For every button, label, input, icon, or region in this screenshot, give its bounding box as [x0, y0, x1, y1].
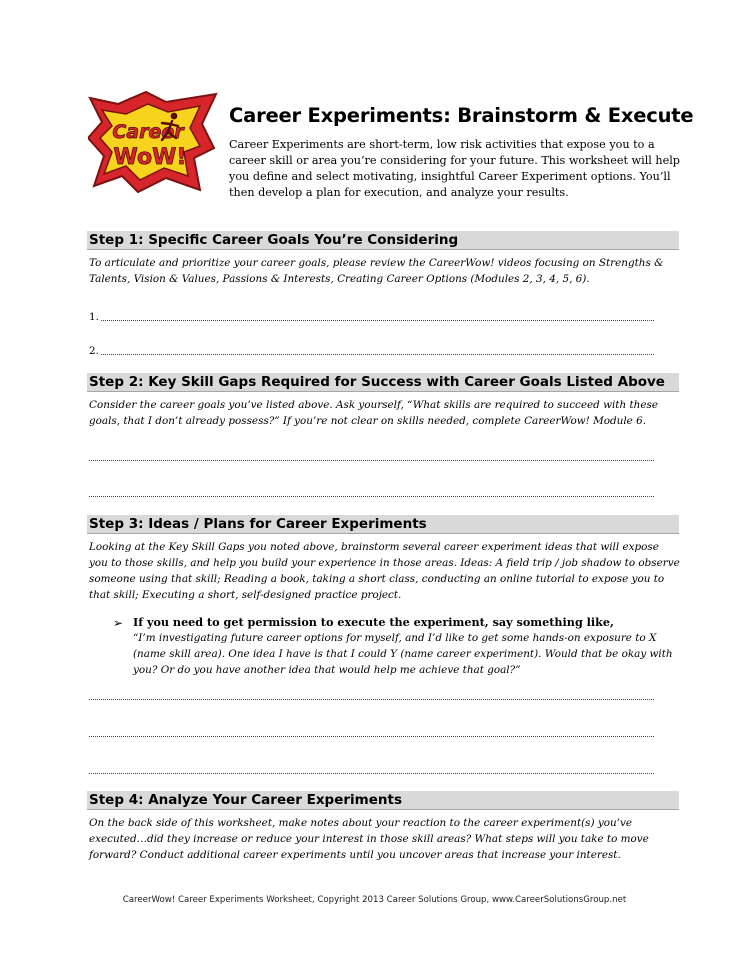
step3-instructions: Looking at the Key Skill Gaps you noted above, brainstorm several career experiment ideas that will expose you to those skills, and help you build your experience in those areas. Ideas: A field trip / job shadow to observe someone using that skill; Reading a book, taking a short class, conducting an online tutorial to expose you to that skill; Executing a short, self-designed practice project.: [89, 541, 680, 601]
goal-2-label: 2.: [89, 345, 99, 357]
step2-heading: Step 2: Key Skill Gaps Required for Success with Career Goals Listed Above: [87, 373, 679, 392]
step4-heading: Step 4: Analyze Your Career Experiments: [87, 791, 679, 810]
step1-instructions: To articulate and prioritize your career goals, please review the CareerWow! videos focusing on Strengths & Talents, Vision & Values, Passions & Interests, Creating Career Options (Modules 2, 3, 4, 5, 6).: [89, 257, 664, 285]
step1-heading: Step 1: Specific Career Goals You’re Considering: [87, 231, 679, 250]
footer-copyright: CareerWow! Career Experiments Worksheet, Copyright 2013 Career Solutions Group, www.CareerSolutionsGroup.net: [122, 895, 627, 905]
goal-1-field[interactable]: [101, 320, 654, 321]
goal-1-line[interactable]: [89, 310, 654, 324]
arrow-bullet-icon: ➢: [113, 616, 124, 630]
permission-tip-script: “I’m investigating future career options for myself, and I’d like to get some hands-on exposure to X (name skill area). One idea I have is that I could Y (name career experiment). Would that be okay with you? Or do you have another idea that would help me achieve that goal?”: [133, 632, 673, 676]
page-title: Career Experiments: Brainstorm & Execute: [229, 104, 694, 127]
permission-tip-heading: If you need to get permission to execute the experiment, say something like,: [133, 615, 614, 629]
goal-2-field[interactable]: [101, 354, 654, 355]
step3-heading: Step 3: Ideas / Plans for Career Experiments: [87, 515, 679, 534]
experiment-idea-line-3[interactable]: [89, 773, 654, 774]
logo-text-top: Career: [112, 121, 184, 143]
experiment-idea-line-2[interactable]: [89, 736, 654, 737]
goal-1-label: 1.: [89, 311, 99, 323]
experiment-idea-line-1[interactable]: [89, 699, 654, 700]
step4-instructions: On the back side of this worksheet, make notes about your reaction to the career experiment(s) you’ve executed…did they increase or reduce your interest in those skill areas? What steps will you take to move forward? Conduct additional career experiments until you uncover areas that increase your interest.: [89, 817, 649, 861]
intro-paragraph: Career Experiments are short-term, low risk activities that expose you to a career skill or area you’re considering for your future. This worksheet will help you define and select motivating, insightful Career Experiment options. You’ll then develop a plan for execution, and analyze your results.: [229, 138, 680, 199]
step2-instructions: Consider the career goals you’ve listed above. Ask yourself, “What skills are required to succeed with these goals, that I don’t already possess?” If you’re not clear on skills needed, complete CareerWow! Module 6.: [89, 399, 658, 427]
logo-text-bottom: WoW!: [113, 145, 187, 170]
goal-2-line[interactable]: [89, 344, 654, 358]
skill-gap-line-2[interactable]: [89, 496, 654, 497]
skill-gap-line-1[interactable]: [89, 460, 654, 461]
careerwow-logo: [88, 90, 218, 194]
